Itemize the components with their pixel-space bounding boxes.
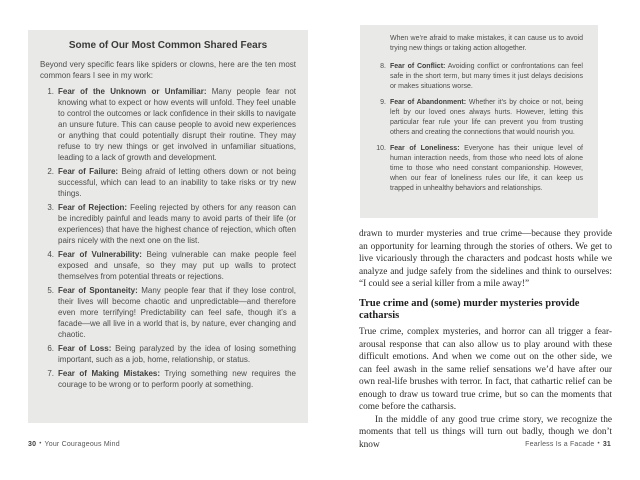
item-number: 3. xyxy=(47,203,54,212)
box-continuation-paragraph: When we’re afraid to make mistakes, it can cause us to avoid trying new things or taking action altogether. xyxy=(390,35,583,52)
item-number: 1. xyxy=(47,87,54,96)
item-term: Fear of Conflict: xyxy=(390,63,446,70)
right-page-footer xyxy=(525,440,611,449)
box-title: Some of Our Most Common Shared Fears xyxy=(68,40,268,51)
item-term: Fear of Rejection: xyxy=(58,203,128,212)
item-text xyxy=(58,249,296,282)
item-description: Whether it’s by choice or not, being left by our loved ones always hurts. However, letting this particular fear rule your life can prevent you from trusting others and creating the connections that would nourish you. xyxy=(390,99,583,136)
left-page-footer xyxy=(28,440,120,449)
item-number: 2. xyxy=(47,167,54,176)
list-item xyxy=(372,144,583,194)
item-number: 10. xyxy=(376,145,386,152)
list-item xyxy=(372,62,583,92)
item-number: 8. xyxy=(380,63,386,70)
item-term: Fear of Loss: xyxy=(58,344,112,353)
page-number: 31 xyxy=(602,441,611,448)
item-description: Being paralyzed by the idea of losing something important, such as a job, home, relationship, or status. xyxy=(58,344,296,364)
fears-list-8-10 xyxy=(372,62,583,194)
item-term: Fear of Making Mistakes: xyxy=(58,369,161,378)
item-text xyxy=(390,62,583,92)
item-description: Everyone has their unique level of human interaction needs, from those who need lots of alone time to those who need constant companionship. However, when our fear of loneliness rules our life, it can keep us trapped in unhealthy behaviors and relationships. xyxy=(390,145,583,192)
item-text xyxy=(58,86,296,163)
item-number: 7. xyxy=(47,369,54,378)
list-item xyxy=(40,166,296,199)
item-term: Fear of the Unknown or Unfamiliar: xyxy=(58,87,207,96)
list-item xyxy=(40,343,296,365)
list-item xyxy=(40,249,296,282)
list-item xyxy=(40,202,296,246)
item-text xyxy=(58,285,296,340)
body-paragraph: True crime, complex mysteries, and horror can all trigger a fear-arousal response that can also allow us to play around with these difficult emotions. And when we come out on the other side, we can feel awash in the same relief sensations we’d have after our own real-life brushes with terror. In fact, that cathartic relief can be enough to draw us toward true crime, but so can the moments that come before the catharsis. xyxy=(359,327,612,412)
item-number: 9. xyxy=(380,99,386,106)
item-description: Being afraid of letting others down or not being successful, which can lead to an inability to take risks or try new things. xyxy=(58,167,296,198)
fears-list-1-7 xyxy=(40,86,296,390)
item-text xyxy=(58,343,296,365)
list-item xyxy=(40,285,296,340)
item-number: 5. xyxy=(47,286,54,295)
shared-fears-box xyxy=(28,30,308,423)
item-description: Many people fear that if they lose control, their lives will become chaotic and unpredictable—and therefore even more terrifying! Predictability can feel safe, though it’s a facade—we all live in a world that is, by nature, ever changing and chaotic. xyxy=(58,286,296,339)
item-text xyxy=(390,144,583,194)
box-intro: Beyond very specific fears like spiders or clowns, here are the ten most common fears I see in my work: xyxy=(40,60,296,80)
list-item xyxy=(40,86,296,163)
shared-fears-box-continued xyxy=(360,25,598,218)
body-paragraph-indented: In the middle of any good true crime story, we recognize the moments that tell us things will turn out badly, though we don’t know xyxy=(359,414,612,450)
footer-separator: • xyxy=(597,441,600,447)
item-description: Feeling rejected by others for any reason can be incredibly painful and leads many to avoid parts of their life (or experiences) that have the highest chance of rejection, which often pairs nicely with the next one on the list. xyxy=(58,203,296,245)
item-description: Being vulnerable can make people feel exposed and unsafe, so they may put up walls to protect themselves from potential threats or rejections. xyxy=(58,250,297,281)
item-number: 6. xyxy=(47,344,54,353)
section-heading: True crime and (some) murder mysteries provide catharsis xyxy=(359,297,580,321)
body-text-column xyxy=(359,228,612,451)
item-term: Fear of Loneliness: xyxy=(390,145,460,152)
item-text xyxy=(58,166,296,199)
footer-separator: • xyxy=(39,441,42,447)
item-term: Fear of Failure: xyxy=(58,167,119,176)
running-chapter-title: Fearless Is a Facade xyxy=(525,441,595,448)
item-text xyxy=(58,368,296,390)
item-number: 4. xyxy=(47,250,54,259)
item-term: Fear of Abandonment: xyxy=(390,99,467,106)
page-number: 30 xyxy=(28,441,37,448)
body-paragraph-continued: drawn to murder mysteries and true crime—because they provide an opportunity for learning through the stories of others. We get to live vicariously through the characters and podcast hosts while we analyze and judge safely from the sidelines and think to ourselves: “I could see a serial killer from a mile away!” xyxy=(359,229,612,289)
item-term: Fear of Spontaneity: xyxy=(58,286,138,295)
running-book-title: Your Courageous Mind xyxy=(44,441,120,448)
list-item xyxy=(372,98,583,138)
item-text xyxy=(58,202,296,246)
item-description: Avoiding conflict or confrontations can feel safe in the short term, but many times it just delays decisions or makes situations worse. xyxy=(390,63,583,90)
item-description: Trying something new requires the courage to be wrong or to perform poorly at something. xyxy=(58,369,296,389)
list-item xyxy=(40,368,296,390)
item-text xyxy=(390,98,583,138)
item-term: Fear of Vulnerability: xyxy=(58,250,142,259)
item-description: Many people fear not knowing what to expect or how events will unfold. They feel unable to control the outcomes or lack confidence in their skills to navigate an unsure future. This can cause people to avoid new experiences or anything that could potentially disrupt their routine. They may refuse to try new things or get involved in unfamiliar situations, leading to a lack of growth and development. xyxy=(58,87,296,162)
